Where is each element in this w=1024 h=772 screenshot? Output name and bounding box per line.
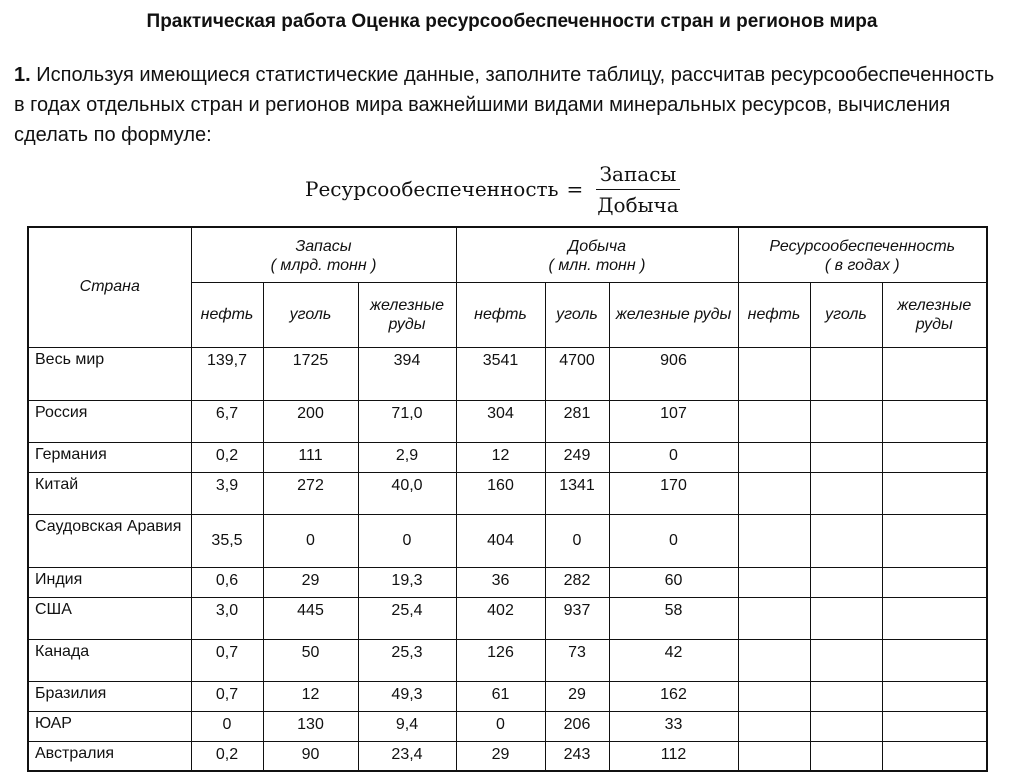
value-res-iron: 19,3 xyxy=(358,567,456,597)
country-cell: Весь мир xyxy=(28,347,191,400)
value-prod-iron: 58 xyxy=(609,597,738,639)
value-prod-coal: 243 xyxy=(545,741,609,771)
supply-blank-cell[interactable] xyxy=(810,639,882,681)
value-prod-iron: 112 xyxy=(609,741,738,771)
table-row xyxy=(28,597,987,639)
supply-blank-cell[interactable] xyxy=(882,567,987,597)
value-res-coal: 130 xyxy=(263,711,358,741)
value-res-oil: 3,9 xyxy=(191,472,263,514)
header-reserves-unit: ( млрд. тонн ) xyxy=(270,256,377,274)
supply-blank-cell[interactable] xyxy=(810,681,882,711)
value-prod-oil: 0 xyxy=(456,711,545,741)
value-prod-oil: 404 xyxy=(456,514,545,567)
supply-blank-cell[interactable] xyxy=(882,741,987,771)
value-prod-coal: 1341 xyxy=(545,472,609,514)
supply-blank-cell[interactable] xyxy=(810,567,882,597)
supply-blank-cell[interactable] xyxy=(738,472,810,514)
value-res-iron: 394 xyxy=(358,347,456,400)
value-prod-iron: 107 xyxy=(609,400,738,442)
table-row xyxy=(28,711,987,741)
value-res-coal: 29 xyxy=(263,567,358,597)
supply-blank-cell[interactable] xyxy=(738,347,810,400)
value-res-iron: 71,0 xyxy=(358,400,456,442)
task-number: 1. xyxy=(14,64,31,86)
supply-blank-cell[interactable] xyxy=(882,472,987,514)
formula-equals: = xyxy=(566,177,584,201)
value-prod-iron: 162 xyxy=(609,681,738,711)
supply-blank-cell[interactable] xyxy=(882,514,987,567)
supply-blank-cell[interactable] xyxy=(810,711,882,741)
supply-blank-cell[interactable] xyxy=(738,597,810,639)
supply-blank-cell[interactable] xyxy=(738,711,810,741)
supply-blank-cell[interactable] xyxy=(810,597,882,639)
value-res-iron: 25,4 xyxy=(358,597,456,639)
supply-blank-cell[interactable] xyxy=(882,681,987,711)
supply-blank-cell[interactable] xyxy=(810,442,882,472)
value-prod-iron: 60 xyxy=(609,567,738,597)
header-production-oil: нефть xyxy=(456,282,545,347)
value-res-iron: 49,3 xyxy=(358,681,456,711)
page-title: Практическая работа Оценка ресурсообеспеченности стран и регионов мира xyxy=(146,11,878,32)
country-cell: Бразилия xyxy=(28,681,191,711)
value-res-iron: 23,4 xyxy=(358,741,456,771)
header-supply-oil: нефть xyxy=(738,282,810,347)
value-prod-iron: 0 xyxy=(609,514,738,567)
value-res-oil: 3,0 xyxy=(191,597,263,639)
header-country: Страна xyxy=(28,227,191,347)
value-res-coal: 1725 xyxy=(263,347,358,400)
supply-blank-cell[interactable] xyxy=(810,514,882,567)
supply-blank-cell[interactable] xyxy=(738,681,810,711)
value-res-coal: 12 xyxy=(263,681,358,711)
table-row xyxy=(28,681,987,711)
value-prod-oil: 160 xyxy=(456,472,545,514)
country-cell: Канада xyxy=(28,639,191,681)
value-res-coal: 445 xyxy=(263,597,358,639)
value-prod-iron: 33 xyxy=(609,711,738,741)
value-res-oil: 6,7 xyxy=(191,400,263,442)
value-res-coal: 90 xyxy=(263,741,358,771)
value-res-oil: 139,7 xyxy=(191,347,263,400)
country-cell: Китай xyxy=(28,472,191,514)
formula-fraction xyxy=(593,162,682,217)
supply-blank-cell[interactable] xyxy=(810,400,882,442)
table-row xyxy=(28,400,987,442)
value-prod-coal: 73 xyxy=(545,639,609,681)
table-row xyxy=(28,567,987,597)
header-reserves-label: Запасы xyxy=(295,237,352,255)
header-reserves-iron: железные руды xyxy=(358,282,456,347)
value-prod-oil: 402 xyxy=(456,597,545,639)
value-prod-coal: 0 xyxy=(545,514,609,567)
value-prod-oil: 29 xyxy=(456,741,545,771)
value-prod-iron: 42 xyxy=(609,639,738,681)
supply-blank-cell[interactable] xyxy=(882,400,987,442)
header-reserves-oil: нефть xyxy=(191,282,263,347)
supply-blank-cell[interactable] xyxy=(882,597,987,639)
value-res-oil: 0,2 xyxy=(191,442,263,472)
value-prod-oil: 3541 xyxy=(456,347,545,400)
value-prod-coal: 281 xyxy=(545,400,609,442)
value-prod-oil: 304 xyxy=(456,400,545,442)
value-prod-oil: 61 xyxy=(456,681,545,711)
table-row xyxy=(28,472,987,514)
value-res-coal: 111 xyxy=(263,442,358,472)
value-res-coal: 272 xyxy=(263,472,358,514)
value-prod-coal: 29 xyxy=(545,681,609,711)
header-production-unit: ( млн. тонн ) xyxy=(548,256,646,274)
table-row xyxy=(28,442,987,472)
header-supply-unit: ( в годах ) xyxy=(824,256,900,274)
country-cell: Индия xyxy=(28,567,191,597)
value-res-iron: 0 xyxy=(358,514,456,567)
value-res-coal: 0 xyxy=(263,514,358,567)
header-production-coal: уголь xyxy=(545,282,609,347)
header-supply-iron: железные руды xyxy=(882,282,987,347)
country-cell: Германия xyxy=(28,442,191,472)
task-text xyxy=(14,60,1004,150)
supply-blank-cell[interactable] xyxy=(882,711,987,741)
value-res-oil: 0,6 xyxy=(191,567,263,597)
value-prod-iron: 906 xyxy=(609,347,738,400)
header-supply xyxy=(738,227,987,282)
country-cell: Россия xyxy=(28,400,191,442)
country-cell: ЮАР xyxy=(28,711,191,741)
value-prod-iron: 170 xyxy=(609,472,738,514)
value-res-oil: 0,7 xyxy=(191,639,263,681)
formula-numerator: Запасы xyxy=(596,162,681,190)
table-row xyxy=(28,347,987,400)
value-res-iron: 25,3 xyxy=(358,639,456,681)
formula-lhs: Ресурсообеспеченность xyxy=(305,177,559,201)
supply-blank-cell[interactable] xyxy=(882,639,987,681)
value-prod-oil: 36 xyxy=(456,567,545,597)
formula-denominator: Добыча xyxy=(597,192,679,217)
value-res-oil: 0 xyxy=(191,711,263,741)
country-cell: Саудовская Аравия xyxy=(28,514,191,567)
header-supply-label: Ресурсообеспеченность xyxy=(769,237,956,255)
value-prod-coal: 206 xyxy=(545,711,609,741)
supply-blank-cell[interactable] xyxy=(882,347,987,400)
header-production-label: Добыча xyxy=(567,237,627,255)
header-reserves-coal: уголь xyxy=(263,282,358,347)
value-prod-oil: 126 xyxy=(456,639,545,681)
supply-blank-cell[interactable] xyxy=(738,741,810,771)
value-res-iron: 2,9 xyxy=(358,442,456,472)
value-res-coal: 200 xyxy=(263,400,358,442)
header-production xyxy=(456,227,738,282)
supply-blank-cell[interactable] xyxy=(810,741,882,771)
value-res-oil: 35,5 xyxy=(191,514,263,567)
header-production-iron: железные руды xyxy=(609,282,738,347)
header-reserves xyxy=(191,227,456,282)
value-prod-coal: 4700 xyxy=(545,347,609,400)
supply-blank-cell[interactable] xyxy=(738,514,810,567)
value-res-iron: 9,4 xyxy=(358,711,456,741)
resource-table xyxy=(27,226,988,772)
value-prod-coal: 249 xyxy=(545,442,609,472)
supply-blank-cell[interactable] xyxy=(810,472,882,514)
value-prod-iron: 0 xyxy=(609,442,738,472)
value-res-oil: 0,2 xyxy=(191,741,263,771)
table-row xyxy=(28,639,987,681)
country-cell: США xyxy=(28,597,191,639)
supply-blank-cell[interactable] xyxy=(738,639,810,681)
supply-blank-cell[interactable] xyxy=(738,400,810,442)
table-row xyxy=(28,741,987,771)
value-prod-oil: 12 xyxy=(456,442,545,472)
supply-blank-cell[interactable] xyxy=(810,347,882,400)
task-instructions: Используя имеющиеся статистические данные, заполните таблицу, рассчитав ресурсообеспеченность в годах отдельных стран и регионов мира важнейшими видами минеральных ресурсов, вычисления сделать по формуле: xyxy=(14,64,995,146)
supply-blank-cell[interactable] xyxy=(738,567,810,597)
value-prod-coal: 282 xyxy=(545,567,609,597)
table-row xyxy=(28,514,987,567)
supply-blank-cell[interactable] xyxy=(738,442,810,472)
value-prod-coal: 937 xyxy=(545,597,609,639)
supply-blank-cell[interactable] xyxy=(882,442,987,472)
value-res-coal: 50 xyxy=(263,639,358,681)
country-cell: Австралия xyxy=(28,741,191,771)
header-supply-coal: уголь xyxy=(810,282,882,347)
formula xyxy=(305,156,683,222)
value-res-oil: 0,7 xyxy=(191,681,263,711)
value-res-iron: 40,0 xyxy=(358,472,456,514)
